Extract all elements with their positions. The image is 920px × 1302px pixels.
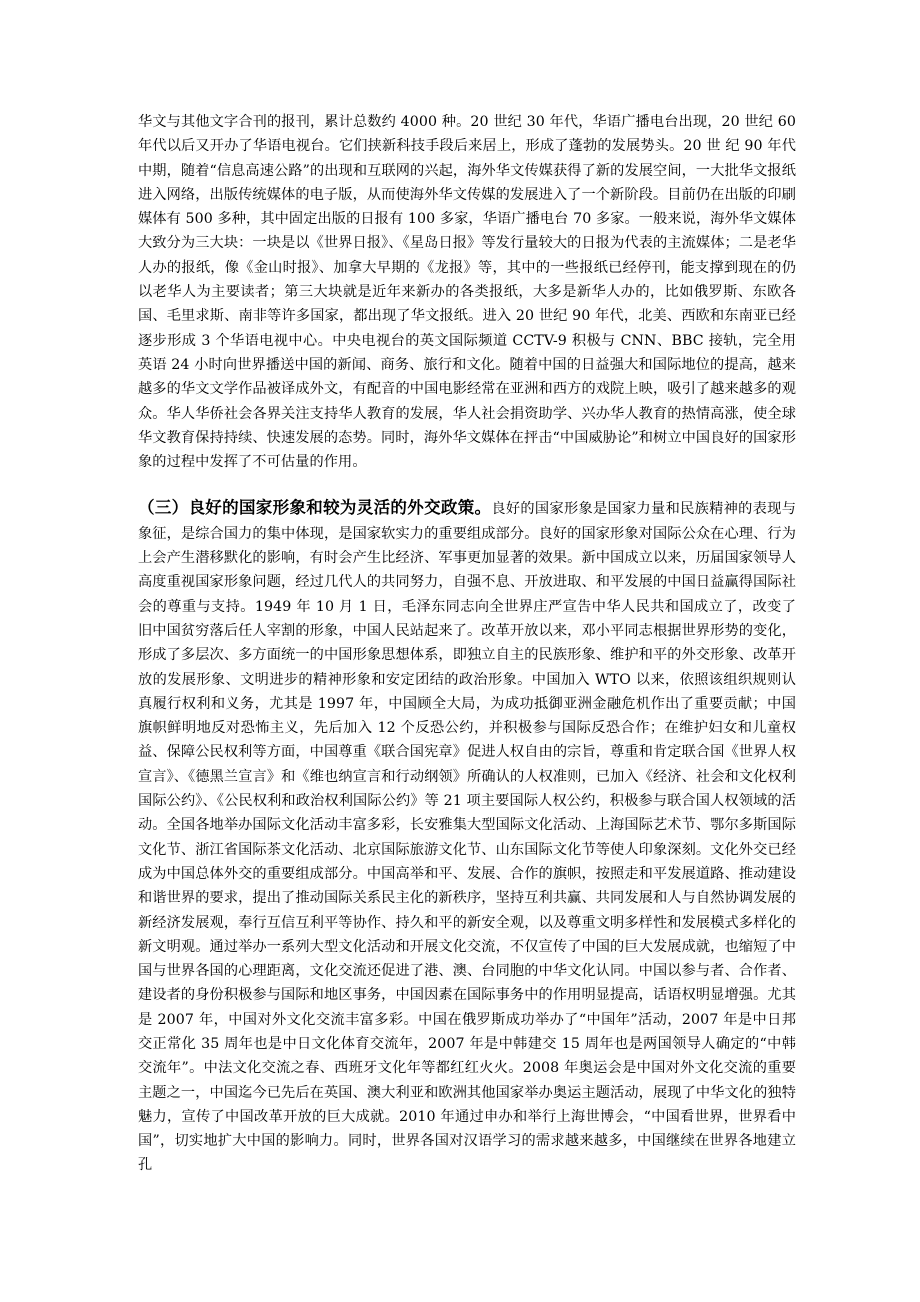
body-paragraph: 华文与其他文字合刊的报刊，累计总数约 4000 种。20 世纪 30 年代，华语广播电台出现，20 世纪 60 年代以后又开办了华语电视台。它们挟新科技手段后来居上，形成了蓬勃的发展势头。20 世 纪 90 年代中期，随着“信息高速公路”的出现和互联网的兴起，海外华文传媒获得了新的发展空间，一大批华文报纸进入网络，出版传统媒体的电子版，从而使海外华文传媒的发展进入了一个新阶段。目前仍在出版的印刷媒体有 500 多种，其中固定出版的日报有 100 多家，华语广播电台 70 多家。一般来说，海外华文媒体大致分为三大块：一块是以《世界日报》、《星岛日报》等发行量较大的日报为代表的主流媒体；二是老华人办的报纸，像《金山时报》、加拿大早期的《龙报》等，其中的一些报纸已经停刊，能支撑到现在的仍以老华人为主要读者；第三大块就是近年来新办的各类报纸，大多是新华人办的，比如俄罗斯、东欧各国、毛里求斯、南非等许多国家，都出现了华文报纸。进入 20 世纪 90 年代，北美、西欧和东南亚已经逐步形成 3 个华语电视中心。中央电视台的英文国际频道 CCTV-9 积极与 CNN、BBC 接轨，完全用英语 24 小时向世界播送中国的新闻、商务、旅行和文化。随着中国的日益强大和国际地位的提高，越来越多的华文文学作品被译成外文，有配音的中国电影经常在亚洲和西方的戏院上映，吸引了越来越多的观众。华人华侨社会各界关注支持华人教育的发展，华人社会捐资助学、兴办华人教育的热情高涨，使全球华文教育保持持续、快速发展的态势。同时，海外华文媒体在抨击“中国威胁论”和树立中国良好的国家形象的过程中发挥了不可估量的作用。 — [138, 114, 796, 471]
body-paragraph — [138, 496, 796, 1177]
section-body-text: 良好的国家形象是国家力量和民族精神的表现与象征，是综合国力的集中体现，是国家软实力的重要组成部分。良好的国家形象对国际公众在心理、行为上会产生潜移默化的影响，有时会产生比经济、军事更加显著的效果。新中国成立以来，历届国家领导人高度重视国家形象问题，经过几代人的共同努力，自强不息、开放进取、和平发展的中国日益赢得国际社会的尊重与支持。1949 年 10 月 1 日，毛泽东同志向全世界庄严宣告中华人民共和国成立了，改变了旧中国贫穷落后任人宰割的形象，中国人民站起来了。改革开放以来，邓小平同志根据世界形势的变化，形成了多层次、多方面统一的中国形象思想体系，即独立自主的民族形象、维护和平的外交形象、改革开放的发展形象、文明进步的精神形象和安定团结的政治形象。中国加入 WTO 以来，依照该组织规则认真履行权利和义务，尤其是 1997 年，中国顾全大局，为成功抵御亚洲金融危机作出了重要贡献；中国旗帜鲜明地反对恐怖主义，先后加入 12 个反恐公约，并积极参与国际反恐合作；在维护妇女和儿童权益、保障公民权利等方面，中国尊重《联合国宪章》促进人权自由的宗旨，尊重和肯定联合国《世界人权宣言》、《德黑兰宣言》和《维也纳宣言和行动纲领》所确认的人权准则，已加入《经济、社会和文化权利国际公约》、《公民权利和政治权利国际公约》等 21 项主要国际人权公约，积极参与联合国人权领域的活动。全国各地举办国际文化活动丰富多彩，长安雅集大型国际文化活动、上海国际艺术节、鄂尔多斯国际文化节、浙江省国际茶文化活动、北京国际旅游文化节、山东国际文化节等使人印象深刻。文化外交已经成为中国总体外交的重要组成部分。中国高举和平、发展、合作的旗帜，按照走和平发展道路、推动建设和谐世界的要求，提出了推动国际关系民主化的新秩序，坚持互利共赢、共同发展和人与自然协调发展的新经济发展观，奉行互信互利平等协作、持久和平的新安全观，以及尊重文明多样性和发展模式多样化的新文明观。通过举办一系列大型文化活动和开展文化交流，不仅宣传了中国的巨大发展成就，也缩短了中国与世界各国的心理距离，文化交流还促进了港、澳、台同胞的中华文化认同。中国以参与者、合作者、建设者的身份积极参与国际和地区事务，中国因素在国际事务中的作用明显提高，话语权明显增强。尤其是 2007 年，中国对外文化交流丰富多彩。中国在俄罗斯成功举办了“中国年”活动，2007 年是中日邦交正常化 35 周年也是中日文化体育交流年，2007 年是中韩建交 15 周年也是两国领导人确定的“中韩交流年”。中法文化交流之春、西班牙文化年等都红红火火。2008 年奥运会是中国对外文化交流的重要主题之一，中国迄今已先后在英国、澳大利亚和欧洲其他国家举办奥运主题活动，展现了中华文化的独特魅力，宣传了中国改革开放的巨大成就。2010 年通过申办和举行上海世博会，“中国看世界，世界看中国”，切实地扩大中国的影响力。同时，世界各国对汉语学习的需求越来越多，中国继续在世界各地建立孔 — [138, 501, 796, 1174]
section-heading: （三）良好的国家形象和较为灵活的外交政策。 — [138, 498, 492, 518]
